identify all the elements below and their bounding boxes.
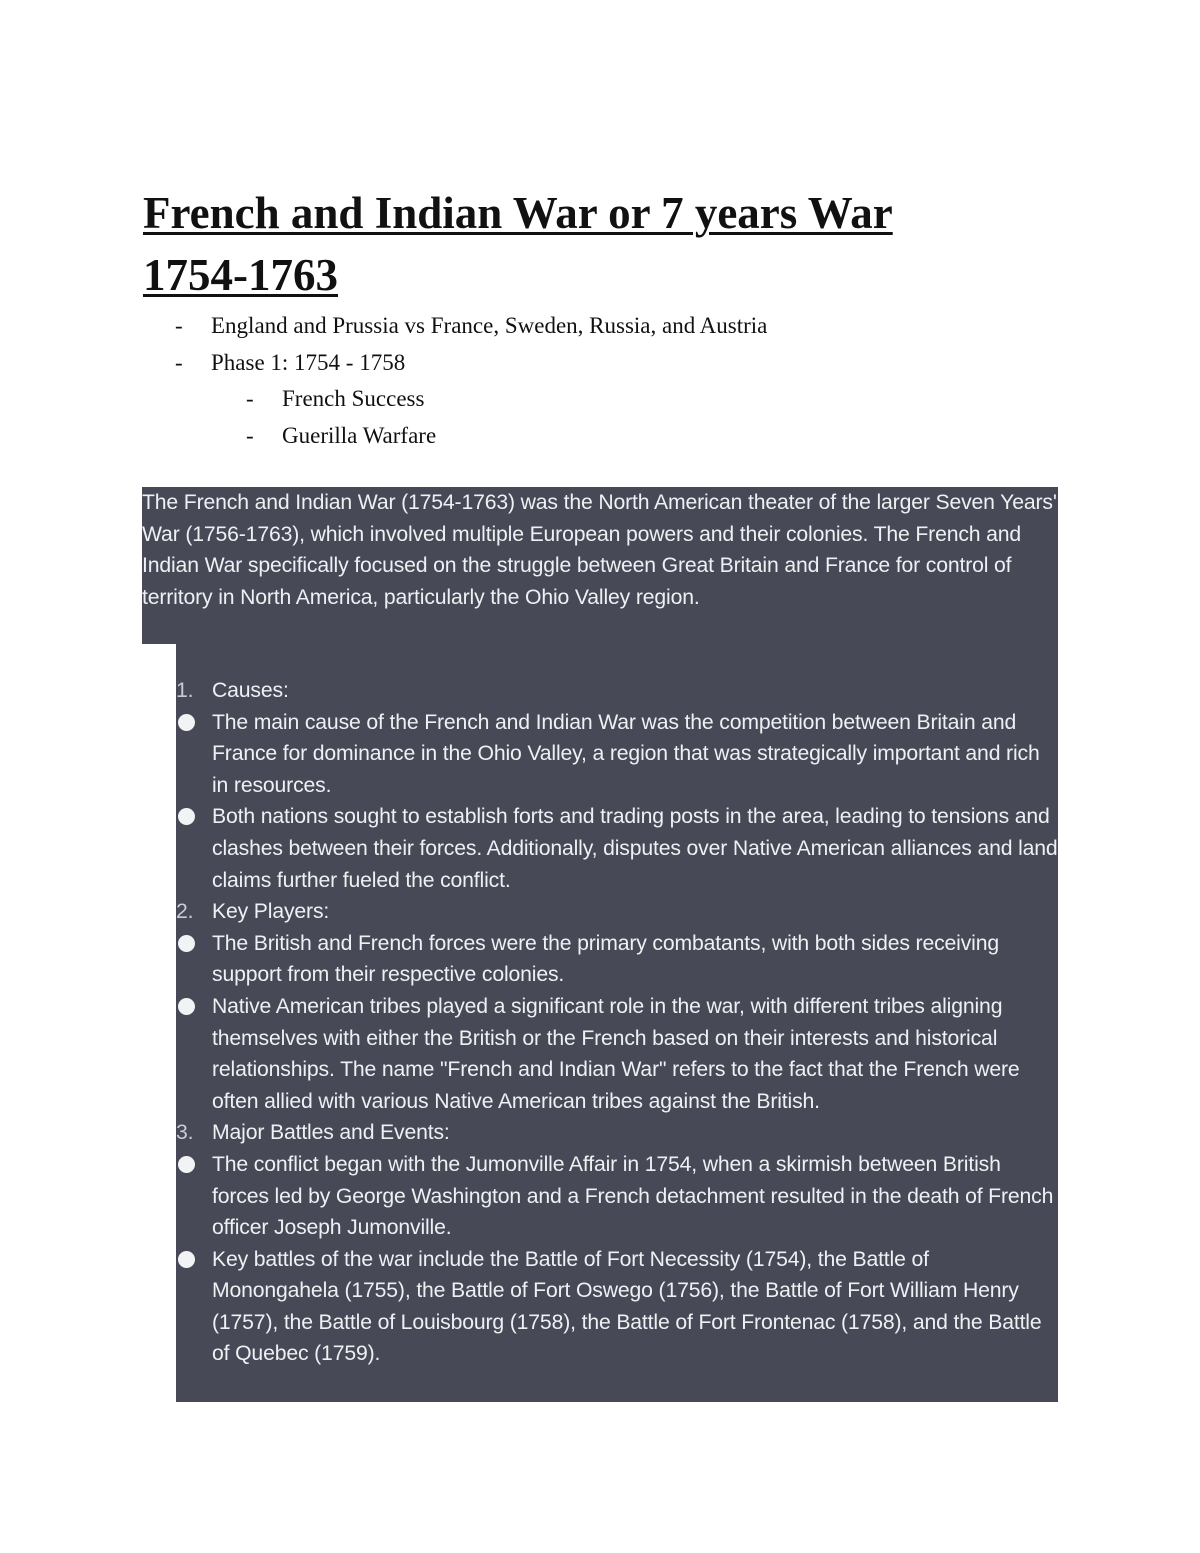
- outline-item-text: Phase 1: 1754 - 1758: [211, 349, 406, 375]
- section-heading: [176, 1117, 1058, 1149]
- outline-item-text: Guerilla Warfare: [282, 422, 437, 448]
- section-number: 1.: [176, 679, 194, 702]
- bullet-icon: [176, 1149, 206, 1183]
- bullet-text: Both nations sought to establish forts and trading posts in the area, leading to tensions and clashes between their forces. Additionally, disputes over Native American alliances and land claims further fueled the conflict.: [212, 805, 1058, 892]
- dash-marker: -: [246, 422, 254, 448]
- outline-item-text: England and Prussia vs France, Sweden, Russia, and Austria: [211, 313, 768, 338]
- bullet-icon: [176, 1244, 206, 1278]
- intro-paragraph: The French and Indian War (1754-1763) was the North American theater of the larger Seven Years' War (1756-1763), which involved multiple European powers and their colonies. The French and Indian War specifically focused on the struggle between Great Britain and France for control of territory in North America, particularly the Ohio Valley region.: [142, 491, 1057, 609]
- dash-marker: -: [246, 386, 254, 411]
- bullet-item: [176, 707, 1058, 802]
- bullet-icon: [176, 991, 206, 1025]
- outline-item: [175, 345, 767, 382]
- sections-list: [176, 675, 1058, 1370]
- section-heading-text: Major Battles and Events:: [212, 1121, 450, 1145]
- dash-marker: -: [175, 349, 183, 375]
- section-heading: [176, 675, 1058, 707]
- bullet-item: [176, 801, 1058, 896]
- section-number: 2.: [176, 900, 194, 924]
- section-heading-text: Key Players:: [212, 900, 330, 924]
- title-line-1: French and Indian War or 7 years War: [143, 188, 893, 238]
- section-number: 3.: [176, 1121, 194, 1145]
- dash-marker: -: [175, 313, 183, 338]
- section-heading: [176, 896, 1058, 928]
- title-line-2: 1754-1763: [143, 250, 338, 300]
- bullet-text: Native American tribes played a significant role in the war, with different tribes aligning themselves with either the British or the French based on their interests and historical relationships. The name "French and Indian War" refers to the fact that the French were often allied with various Native American tribes against the British.: [212, 994, 1020, 1113]
- outline-item: [175, 308, 767, 345]
- section-heading-text: Causes:: [212, 679, 289, 702]
- outline-subitem: [246, 418, 767, 455]
- bullet-text: The British and French forces were the primary combatants, with both sides receiving support from their respective colonies.: [212, 931, 999, 987]
- bullet-icon: [176, 801, 206, 835]
- outline-item-text: French Success: [282, 386, 425, 411]
- bullet-text: The main cause of the French and Indian War was the competition between Britain and France for dominance in the Ohio Valley, a region that was strategically important and rich in resources.: [212, 710, 1040, 797]
- bullet-icon: [176, 707, 206, 741]
- bullet-text: The conflict began with the Jumonville Affair in 1754, when a skirmish between British forces led by George Washington and a French detachment resulted in the death of French officer Joseph Jumonville.: [212, 1152, 1054, 1240]
- outline-list: [175, 308, 767, 454]
- page-title: [143, 182, 1043, 306]
- bullet-item: [176, 928, 1058, 991]
- bullet-item: [176, 1244, 1058, 1370]
- bullet-item: [176, 991, 1058, 1117]
- bullet-text: Key battles of the war include the Battle of Fort Necessity (1754), the Battle of Monongahela (1755), the Battle of Fort Oswego (1756), the Battle of Fort William Henry (1757), the Battle of Louisbourg (1758), the Battle of Fort Frontenac (1758), and the Battle of Quebec (1759).: [212, 1247, 1042, 1366]
- bullet-item: [176, 1149, 1058, 1244]
- bullet-icon: [176, 928, 206, 962]
- outline-subitem: [246, 381, 767, 418]
